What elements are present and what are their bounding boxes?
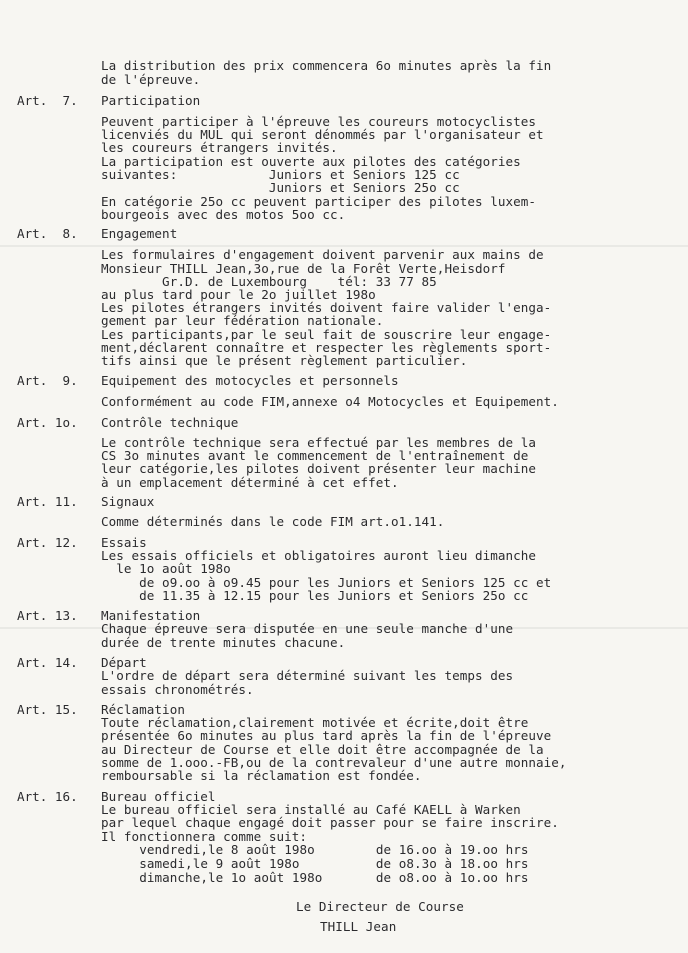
paragraph-line: Conformément au code FIM,annexe o4 Motocycles et Equipement. — [101, 394, 559, 409]
paragraph-line: gement par leur fédération nationale. — [101, 313, 384, 328]
paragraph-line: En catégorie 25o cc peuvent participer des pilotes luxem- — [101, 194, 537, 209]
intro-line: La distribution des prix commencera 6o minutes après la fin — [101, 58, 552, 73]
article-number: Art. 1o. — [17, 415, 78, 430]
schedule-line: vendredi,le 8 août 198o de 16.oo à 19.oo hrs — [124, 842, 529, 857]
paragraph-line: par lequel chaque engagé doit passer pour se faire inscrire. — [101, 815, 559, 830]
signature-name: THILL Jean — [320, 919, 397, 934]
paragraph-line: Les pilotes étrangers invités doivent faire valider l'enga- — [101, 300, 552, 315]
paragraph-line: les coureurs étrangers invités. — [101, 140, 338, 155]
article-number: Art. 8. — [17, 226, 78, 241]
article-title: Manifestation — [101, 608, 201, 623]
paragraph-line: CS 3o minutes avant le commencement de l'entraînement de — [101, 448, 529, 463]
intro-line: de l'épreuve. — [101, 72, 201, 87]
paragraph-line: Peuvent participer à l'épreuve les coureurs motocyclistes — [101, 114, 537, 129]
article-number: Art. 14. — [17, 655, 78, 670]
article-title: Signaux — [101, 494, 155, 509]
paragraph-line: Toute réclamation,clairement motivée et écrite,doit être — [101, 715, 529, 730]
paragraph-line: Comme déterminés dans le code FIM art.o1.141. — [101, 514, 445, 529]
paragraph-line: Les participants,par le seul fait de souscrire leur engage- — [101, 327, 552, 342]
article-title: Equipement des motocycles et personnels — [101, 373, 399, 388]
schedule-line: dimanche,le 1o août 198o de o8.oo à 1o.oo hrs — [124, 870, 529, 885]
paragraph-line: bourgeois avec des motos 5oo cc. — [101, 207, 346, 222]
paragraph-line: Le contrôle technique sera effectué par les membres de la — [101, 435, 537, 450]
paragraph-line: Il fonctionnera comme suit: — [101, 829, 308, 844]
article-title: Participation — [101, 93, 201, 108]
article-title: Essais — [101, 535, 147, 550]
paragraph-line: Juniors et Seniors 25o cc — [101, 180, 460, 195]
schedule-line: samedi,le 9 août 198o de o8.3o à 18.oo hrs — [124, 856, 529, 871]
paragraph-line: Les formulaires d'engagement doivent parvenir aux mains de — [101, 247, 544, 262]
paragraph-line: tifs ainsi que le présent règlement particulier. — [101, 353, 468, 368]
article-title: Bureau officiel — [101, 789, 216, 804]
paragraph-line: Le bureau officiel sera installé au Café KAELL à Warken — [101, 802, 521, 817]
signature-role: Le Directeur de Course — [296, 899, 464, 914]
paragraph-line: essais chronométrés. — [101, 682, 254, 697]
article-number: Art. 15. — [17, 702, 78, 717]
paragraph-line: L'ordre de départ sera déterminé suivant les temps des — [101, 668, 514, 683]
paragraph-line: licenviés du MUL qui seront dénommés par l'organisateur et — [101, 127, 544, 142]
paragraph-line: ment,déclarent connaître et respecter les règlements sport- — [101, 340, 552, 355]
paragraph-line: le 1o août 198o — [101, 561, 231, 576]
paragraph-line: durée de trente minutes chacune. — [101, 635, 346, 650]
article-number: Art. 13. — [17, 608, 78, 623]
article-number: Art. 16. — [17, 789, 78, 804]
paragraph-line: Monsieur THILL Jean,3o,rue de la Forêt Verte,Heisdorf — [101, 261, 506, 276]
paragraph-line: au Directeur de Course et elle doit être accompagnée de la — [101, 742, 544, 757]
paragraph-line: Chaque épreuve sera disputée en une seule manche d'une — [101, 621, 514, 636]
article-number: Art. 11. — [17, 494, 78, 509]
paragraph-line: Les essais officiels et obligatoires auront lieu dimanche — [101, 548, 537, 563]
paragraph-line: leur catégorie,les pilotes doivent présenter leur machine — [101, 461, 537, 476]
paragraph-line: de 11.35 à 12.15 pour les Juniors et Seniors 25o cc — [101, 588, 529, 603]
article-number: Art. 12. — [17, 535, 78, 550]
article-number: Art. 7. — [17, 93, 78, 108]
paragraph-line: remboursable si la réclamation est fondée. — [101, 768, 422, 783]
paragraph-line: présentée 6o minutes au plus tard après la fin de l'épreuve — [101, 728, 552, 743]
paragraph-line: suivantes: Juniors et Seniors 125 cc — [101, 167, 460, 182]
paragraph-line: La participation est ouverte aux pilotes des catégories — [101, 154, 521, 169]
paragraph-line: de o9.oo à o9.45 pour les Juniors et Seniors 125 cc et — [101, 575, 552, 590]
article-number: Art. 9. — [17, 373, 78, 388]
article-title: Engagement — [101, 226, 178, 241]
article-title: Départ — [101, 655, 147, 670]
paragraph-line: au plus tard pour le 2o juillet 198o — [101, 287, 376, 302]
article-title: Contrôle technique — [101, 415, 239, 430]
paragraph-line: à un emplacement déterminé à cet effet. — [101, 475, 399, 490]
paragraph-line: Gr.D. de Luxembourg tél: 33 77 85 — [101, 274, 437, 289]
article-title: Réclamation — [101, 702, 185, 717]
paragraph-line: somme de 1.ooo.-FB,ou de la contrevaleur d'une autre monnaie, — [101, 755, 567, 770]
